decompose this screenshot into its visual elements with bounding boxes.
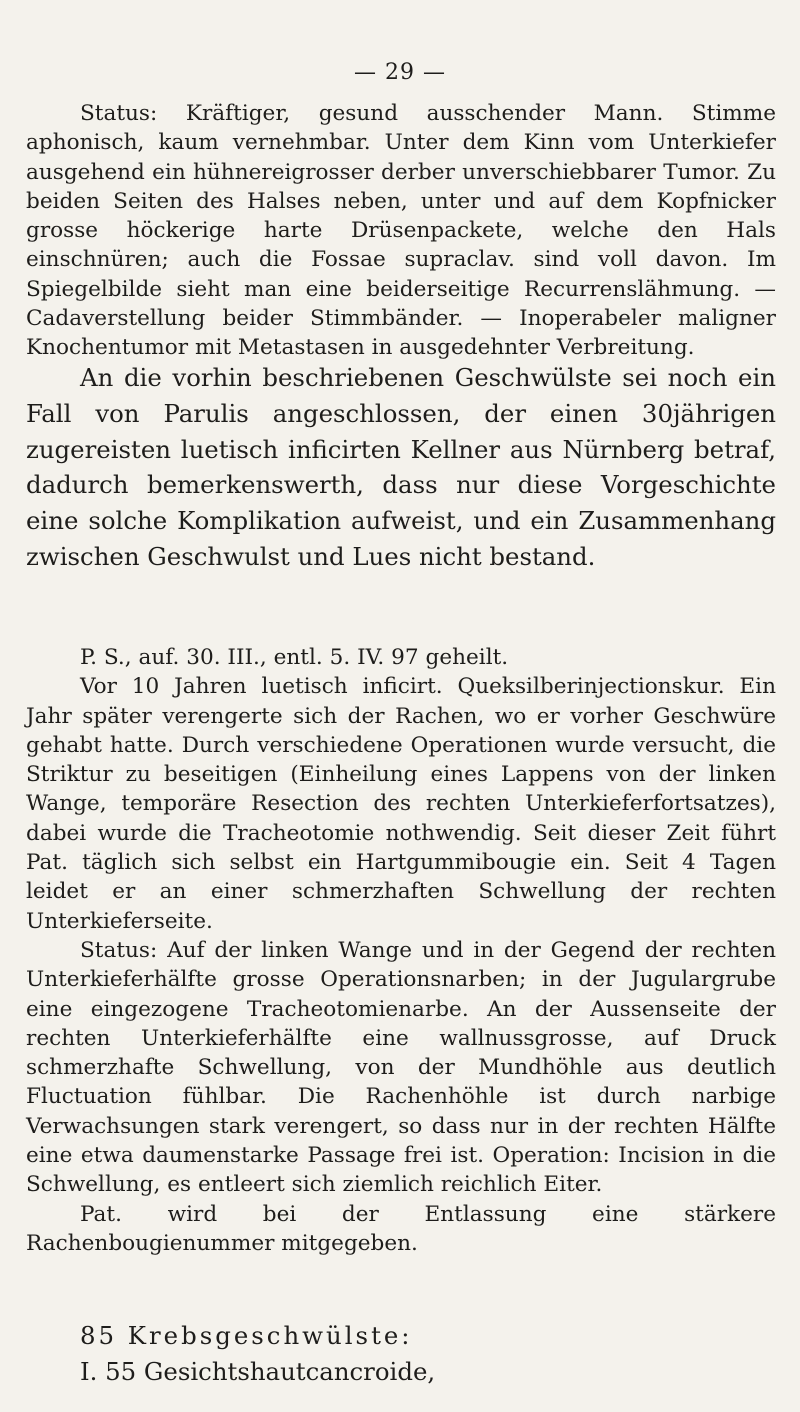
parulis-paragraph bbox=[26, 360, 776, 575]
case-header: P. S., auf. 30. III., entl. 5. IV. 97 geheilt. bbox=[80, 645, 509, 670]
status-paragraph-1 bbox=[26, 99, 776, 363]
status-1-text: Status: Kräftiger, gesund ausschender Mann. Stimme aphonisch, kaum vernehmbar. Unter dem Kinn vom Unterkiefer ausgehend ein hühnereigrosser derber unverschiebbarer Tumor. Zu beiden Seiten des Halses neben, unter und auf dem Kopfnicker grosse höckerige harte Drüsenpackete, welche den Hals einschnüren; auch die Fossae supraclav. sind voll davon. Im Spiegelbilde sieht man eine beiderseitige Recurrenslähmung. — Cadaverstellung beider Stimmbänder. — Inoperabeler maligner Knochentumor mit Metastasen in ausgedehnter Verbreitung. bbox=[26, 101, 776, 361]
history-text: Vor 10 Jahren luetisch inficirt. Queksilberinjectionskur. Ein Jahr später verengerte sich der Rachen, wo er vorher Geschwüre gehabt hatte. Durch verschiedene Operationen wurde versucht, die Striktur zu beseitigen (Einheilung eines Lappens von der linken Wange, temporäre Resection des rechten Unterkieferfortsatzes), dabei wurde die Tracheotomie nothwendig. Seit dieser Zeit führt Pat. täglich sich selbst ein Hartgummibougie ein. Seit 4 Tagen leidet er an einer schmerzhaften Schwellung der rechten Unterkieferseite. bbox=[26, 674, 776, 934]
discharge-text: Pat. wird bei der Entlassung eine stärkere Rachenbougienummer mitgegeben. bbox=[26, 1201, 776, 1256]
page-number: — 29 — bbox=[354, 60, 446, 85]
section-heading: 85 Krebsgeschwülste: bbox=[80, 1321, 413, 1350]
section-footer bbox=[26, 1318, 776, 1390]
status-2-text: Status: Auf der linken Wange und in der Gegend der rechten Unterkieferhälfte grosse Operationsnarben; in der Jugulargrube eine eingezogene Tracheotomienarbe. An der Aussenseite der rechten Unterkieferhälfte eine wallnussgrosse, auf Druck schmerzhafte Schwellung, von der Mundhöhle aus deutlich Fluctuation fühlbar. Die Rachenhöhle ist durch narbige Verwachsungen stark verengert, so dass nur in der rechten Hälfte eine etwa daumenstarke Passage frei ist. Operation: Incision in die Schwellung, es entleert sich ziemlich reichlich Eiter. bbox=[26, 937, 776, 1198]
parulis-text: An die vorhin beschriebenen Geschwülste sei noch ein Fall von Parulis angeschlossen, der einen 30jährigen zugereisten luetisch inficirten Kellner aus Nürnberg betraf, dadurch bemerkenswerth, dass nur diese Vorgeschichte eine solche Komplikation aufweist, und ein Zusammenhang zwischen Geschwulst und Lues nicht bestand. bbox=[26, 363, 776, 571]
case-report bbox=[26, 643, 776, 1258]
section-item: I. 55 Gesichtshautcancroide, bbox=[80, 1356, 436, 1386]
